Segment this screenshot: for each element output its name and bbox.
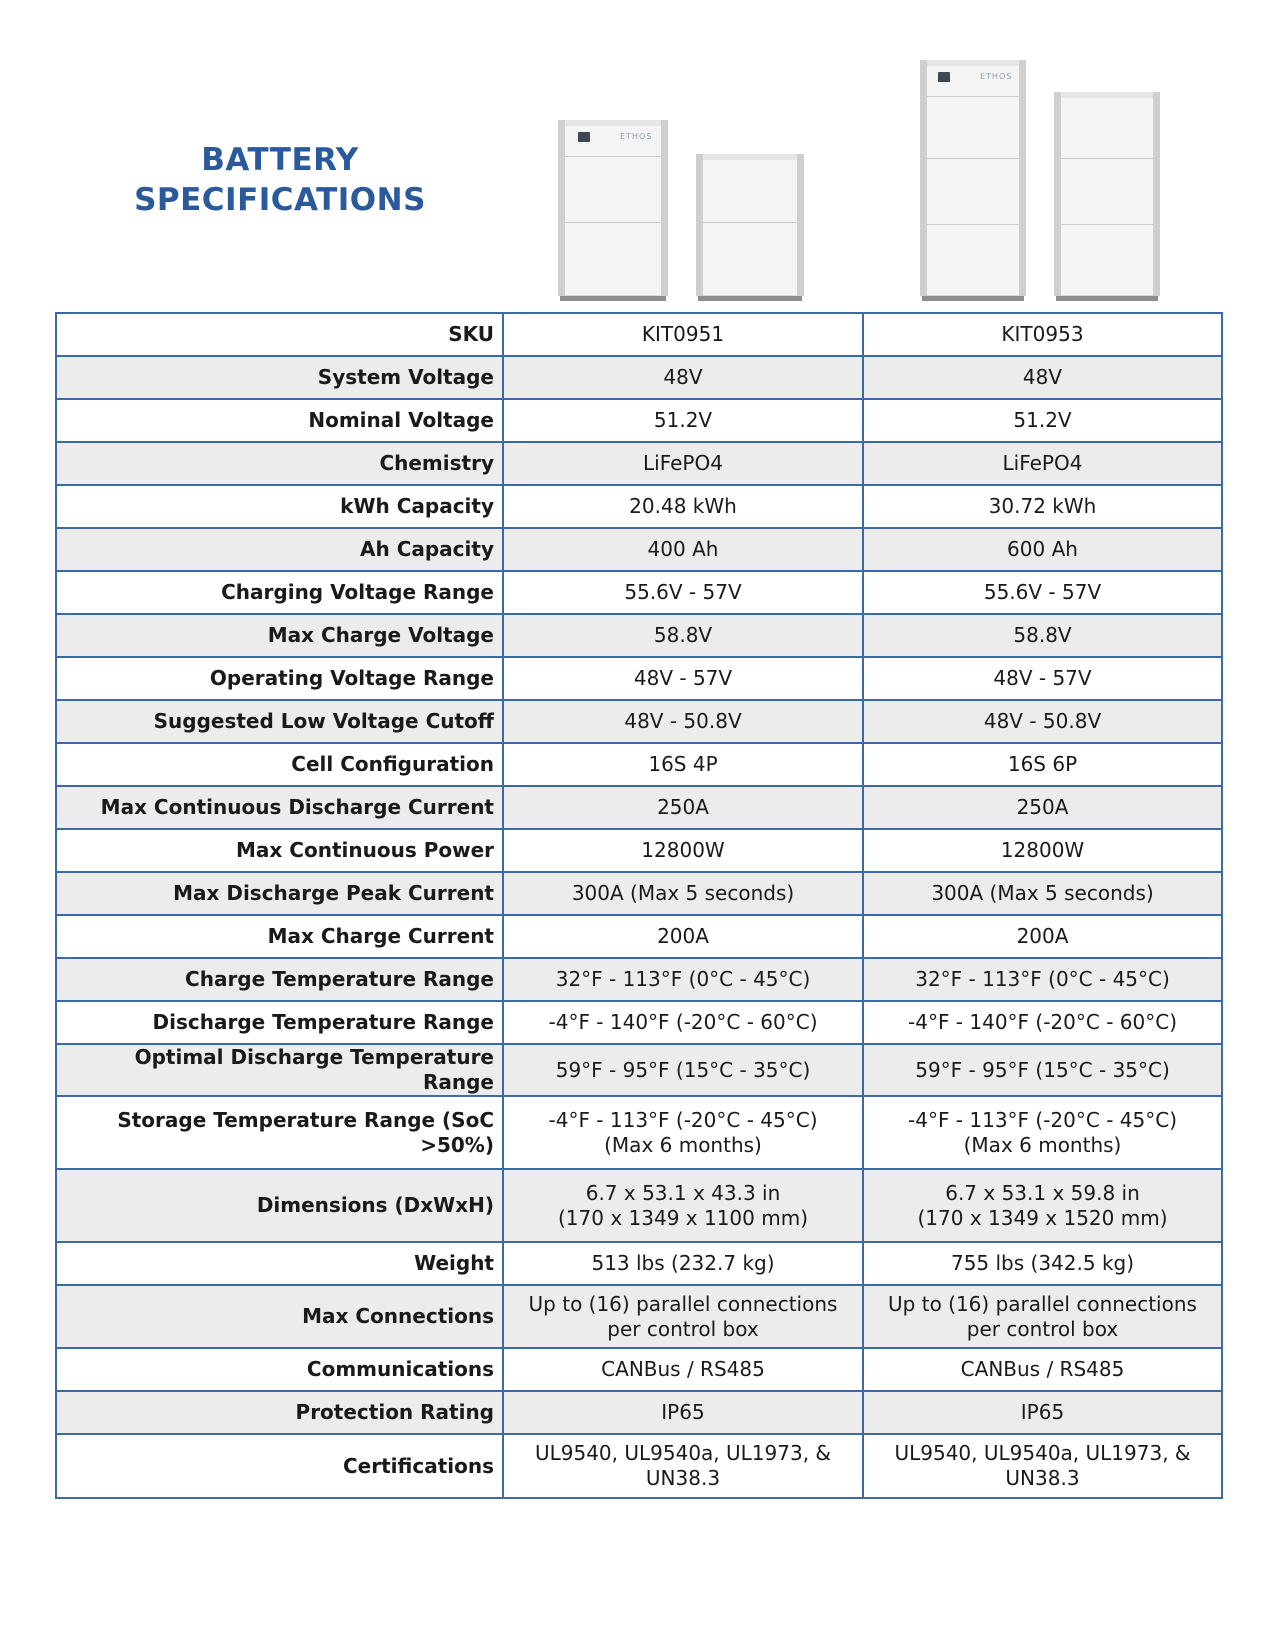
spec-table-body [56, 313, 1222, 1498]
spec-value-kit0951 [503, 872, 863, 915]
spec-value-kit0953 [863, 700, 1222, 743]
spec-value-line: 51.2V [1013, 408, 1072, 432]
spec-value-line: 200A [1016, 924, 1069, 948]
spec-value-kit0953 [863, 1044, 1222, 1096]
spec-row [56, 313, 1222, 356]
spec-value-line: IP65 [1020, 1400, 1065, 1424]
control-display-icon [578, 132, 590, 142]
spec-label: Suggested Low Voltage Cutoff [56, 700, 503, 743]
spec-label: Communications [56, 1348, 503, 1391]
spec-label: Optimal Discharge Temperature Range [56, 1044, 503, 1096]
spec-label: Charging Voltage Range [56, 571, 503, 614]
spec-value-line: 58.8V [1013, 623, 1072, 647]
spec-label: Chemistry [56, 442, 503, 485]
spec-value-kit0953 [863, 571, 1222, 614]
spec-row [56, 1044, 1222, 1096]
spec-value-line: 16S 4P [648, 752, 718, 776]
spec-value-kit0953 [863, 958, 1222, 1001]
spec-value-line: 250A [657, 795, 709, 819]
spec-row [56, 528, 1222, 571]
spec-value-line: LiFePO4 [643, 451, 723, 475]
spec-row [56, 829, 1222, 872]
spec-label: Nominal Voltage [56, 399, 503, 442]
spec-value-kit0953 [863, 1348, 1222, 1391]
spec-row [56, 1285, 1222, 1348]
spec-value-kit0951 [503, 1169, 863, 1242]
spec-value-kit0953 [863, 528, 1222, 571]
spec-value-kit0951 [503, 1001, 863, 1044]
spec-value-line: 30.72 kWh [988, 494, 1097, 518]
spec-row [56, 614, 1222, 657]
spec-row [56, 700, 1222, 743]
spec-value-kit0953 [863, 1285, 1222, 1348]
spec-value-line: 300A (Max 5 seconds) [571, 881, 795, 905]
battery-expansion-cabinet-large [1054, 92, 1160, 296]
spec-value-kit0953 [863, 356, 1222, 399]
spec-value-kit0953 [863, 313, 1222, 356]
spec-value-line: 48V - 57V [633, 666, 733, 690]
spec-value-kit0951 [503, 313, 863, 356]
spec-value-line: CANBus / RS485 [960, 1357, 1125, 1381]
spec-label: Operating Voltage Range [56, 657, 503, 700]
spec-value-line: 48V - 57V [993, 666, 1092, 690]
spec-value-line: (Max 6 months) [604, 1132, 762, 1157]
spec-value-line: 513 lbs (232.7 kg) [591, 1251, 775, 1275]
spec-value-line: UN38.3 [1005, 1466, 1080, 1490]
spec-value-line: per control box [966, 1316, 1119, 1341]
spec-row [56, 872, 1222, 915]
spec-value-kit0951 [503, 1242, 863, 1285]
spec-label: Weight [56, 1242, 503, 1285]
spec-value-line: CANBus / RS485 [601, 1357, 765, 1381]
spec-value-line: 6.7 x 53.1 x 43.3 in [585, 1180, 781, 1205]
spec-row [56, 485, 1222, 528]
spec-value-line: 32°F - 113°F (0°C - 45°C) [555, 967, 811, 991]
spec-value-kit0951 [503, 958, 863, 1001]
brand-logo: ETHOS [620, 132, 653, 141]
spec-value-line: (170 x 1349 x 1520 mm) [917, 1205, 1168, 1230]
spec-value-kit0951 [503, 1434, 863, 1498]
spec-label: Ah Capacity [56, 528, 503, 571]
spec-row [56, 442, 1222, 485]
spec-value-kit0953 [863, 442, 1222, 485]
battery-specifications-table [55, 312, 1223, 1499]
battery-control-cabinet-small [558, 120, 668, 296]
spec-label: Max Connections [56, 1285, 503, 1348]
spec-label: Max Charge Current [56, 915, 503, 958]
spec-value-line: 55.6V - 57V [624, 580, 742, 604]
spec-label: Protection Rating [56, 1391, 503, 1434]
spec-value-line: (170 x 1349 x 1100 mm) [558, 1205, 808, 1230]
spec-label: Max Discharge Peak Current [56, 872, 503, 915]
spec-value-kit0953 [863, 829, 1222, 872]
spec-value-kit0951 [503, 829, 863, 872]
spec-value-line: 16S 6P [1007, 752, 1078, 776]
spec-value-kit0951 [503, 485, 863, 528]
spec-value-line: KIT0953 [1001, 322, 1084, 346]
spec-label: Discharge Temperature Range [56, 1001, 503, 1044]
spec-value-kit0951 [503, 399, 863, 442]
spec-label: Max Continuous Power [56, 829, 503, 872]
spec-value-line: 59°F - 95°F (15°C - 35°C) [555, 1057, 811, 1082]
spec-row [56, 786, 1222, 829]
spec-value-line: 51.2V [653, 408, 713, 432]
spec-value-line: 200A [657, 924, 709, 948]
spec-value-line: per control box [607, 1316, 759, 1341]
spec-value-kit0951 [503, 743, 863, 786]
page-title-line-2: SPECIFICATIONS [134, 182, 426, 218]
spec-value-kit0951 [503, 700, 863, 743]
spec-row [56, 1001, 1222, 1044]
spec-value-line: 48V - 50.8V [624, 709, 742, 733]
spec-value-line: IP65 [661, 1400, 705, 1424]
spec-value-kit0953 [863, 1391, 1222, 1434]
battery-expansion-cabinet-small [696, 154, 804, 296]
battery-control-cabinet-large [920, 60, 1026, 296]
spec-value-kit0953 [863, 399, 1222, 442]
spec-value-line: 48V [1022, 365, 1063, 389]
spec-value-kit0953 [863, 657, 1222, 700]
spec-row [56, 743, 1222, 786]
spec-value-kit0953 [863, 786, 1222, 829]
spec-value-line: 32°F - 113°F (0°C - 45°C) [915, 967, 1170, 991]
spec-value-line: 755 lbs (342.5 kg) [950, 1251, 1135, 1275]
spec-label: Max Continuous Discharge Current [56, 786, 503, 829]
spec-value-line: 600 Ah [1007, 537, 1078, 561]
spec-value-kit0951 [503, 1391, 863, 1434]
spec-value-kit0953 [863, 614, 1222, 657]
spec-value-line: Up to (16) parallel connections [528, 1291, 838, 1316]
spec-value-line: LiFePO4 [1002, 451, 1083, 475]
brand-logo: ETHOS [980, 72, 1013, 81]
spec-value-line: UL9540, UL9540a, UL1973, & [894, 1441, 1191, 1465]
page-title-line-1: BATTERY [201, 142, 359, 178]
spec-value-kit0951 [503, 1096, 863, 1169]
spec-value-line: 58.8V [653, 623, 713, 647]
spec-label: Cell Configuration [56, 743, 503, 786]
spec-row [56, 1348, 1222, 1391]
spec-value-kit0951 [503, 1044, 863, 1096]
spec-label: Certifications [56, 1434, 503, 1498]
spec-row [56, 1096, 1222, 1169]
spec-value-line: 48V - 50.8V [983, 709, 1102, 733]
spec-value-line: 300A (Max 5 seconds) [931, 881, 1154, 905]
spec-value-line: UL9540, UL9540a, UL1973, & [534, 1441, 832, 1465]
spec-value-kit0953 [863, 1242, 1222, 1285]
spec-value-line: 59°F - 95°F (15°C - 35°C) [915, 1057, 1170, 1082]
spec-label: kWh Capacity [56, 485, 503, 528]
spec-label: Max Charge Voltage [56, 614, 503, 657]
spec-value-kit0953 [863, 1001, 1222, 1044]
spec-value-line: 6.7 x 53.1 x 59.8 in [945, 1180, 1140, 1205]
spec-value-line: 48V [663, 365, 703, 389]
spec-value-kit0951 [503, 614, 863, 657]
spec-value-line: 55.6V - 57V [983, 580, 1102, 604]
spec-value-kit0953 [863, 743, 1222, 786]
spec-row [56, 958, 1222, 1001]
spec-value-line: 12800W [641, 838, 725, 862]
spec-label: Dimensions (DxWxH) [56, 1169, 503, 1242]
spec-label: Storage Temperature Range (SoC >50%) [56, 1096, 503, 1169]
spec-row [56, 399, 1222, 442]
spec-row [56, 1242, 1222, 1285]
spec-value-line: 400 Ah [647, 537, 719, 561]
spec-value-kit0951 [503, 915, 863, 958]
spec-row [56, 1434, 1222, 1498]
spec-label: Charge Temperature Range [56, 958, 503, 1001]
spec-value-kit0951 [503, 786, 863, 829]
spec-value-line: UN38.3 [645, 1466, 721, 1490]
spec-value-kit0951 [503, 571, 863, 614]
spec-value-kit0953 [863, 1096, 1222, 1169]
product-images [0, 0, 1275, 312]
spec-value-line: 12800W [1000, 838, 1085, 862]
spec-value-kit0953 [863, 1434, 1222, 1498]
spec-value-line: -4°F - 113°F (-20°C - 45°C) [548, 1107, 818, 1132]
spec-row [56, 571, 1222, 614]
spec-value-kit0953 [863, 1169, 1222, 1242]
spec-value-kit0951 [503, 528, 863, 571]
spec-row [56, 657, 1222, 700]
spec-row [56, 356, 1222, 399]
spec-value-kit0951 [503, 442, 863, 485]
spec-label: SKU [56, 313, 503, 356]
control-display-icon [938, 72, 950, 82]
spec-value-kit0951 [503, 1285, 863, 1348]
spec-value-kit0953 [863, 915, 1222, 958]
spec-row [56, 1169, 1222, 1242]
spec-row [56, 1391, 1222, 1434]
spec-value-kit0953 [863, 872, 1222, 915]
spec-value-line: KIT0951 [641, 322, 725, 346]
spec-value-line: 20.48 kWh [629, 494, 737, 518]
spec-value-kit0951 [503, 356, 863, 399]
spec-label: System Voltage [56, 356, 503, 399]
spec-value-kit0951 [503, 1348, 863, 1391]
spec-value-line: (Max 6 months) [963, 1132, 1122, 1157]
spec-value-kit0953 [863, 485, 1222, 528]
spec-value-kit0951 [503, 657, 863, 700]
spec-value-line: -4°F - 140°F (-20°C - 60°C) [548, 1010, 818, 1034]
spec-row [56, 915, 1222, 958]
spec-value-line: Up to (16) parallel connections [888, 1291, 1197, 1316]
spec-value-line: 250A [1016, 795, 1069, 819]
spec-value-line: -4°F - 140°F (-20°C - 60°C) [908, 1010, 1177, 1034]
spec-value-line: -4°F - 113°F (-20°C - 45°C) [908, 1107, 1177, 1132]
